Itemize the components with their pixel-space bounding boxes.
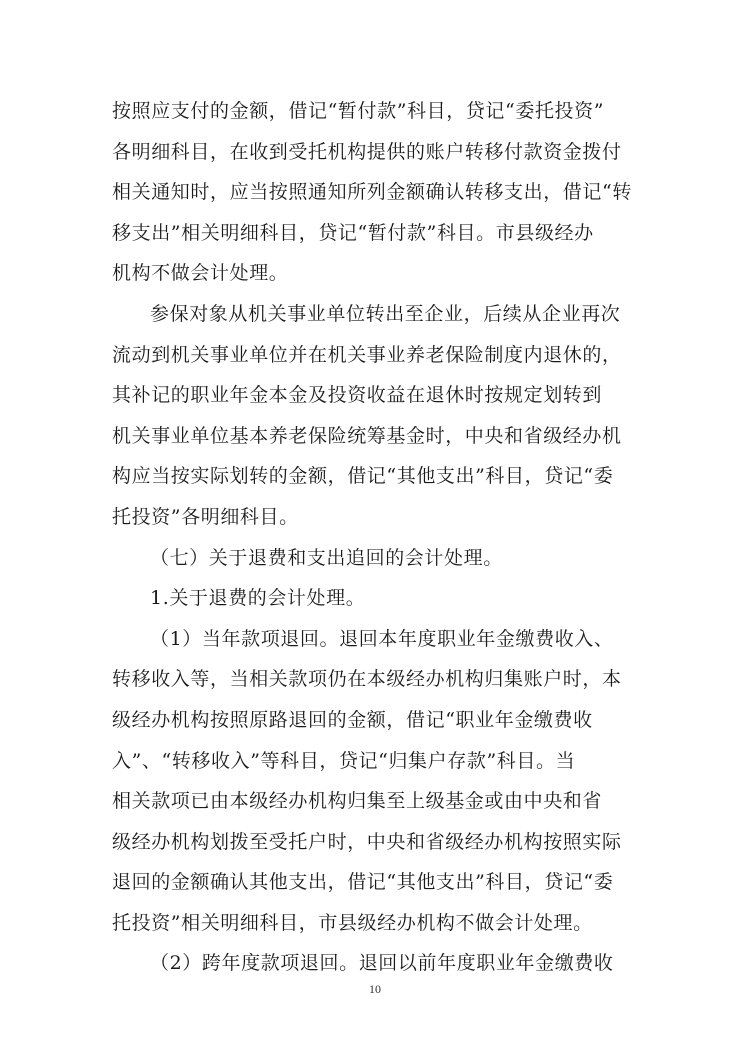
text-line: 托投资”相关明细科目，市县级经办机构不做会计处理。 bbox=[112, 911, 593, 934]
text-line: 级经办机构划拨至受托户时，中央和省级经办机构按照实际 bbox=[112, 830, 622, 853]
text-line: 退回的金额确认其他支出，借记“其他支出”科目，贷记“委 bbox=[112, 871, 614, 894]
paragraph-start-line: （1）当年款项退回。退回本年度职业年金缴费收入、 bbox=[150, 627, 614, 650]
text-line: 流动到机关事业单位并在机关事业养老保险制度内退休的， bbox=[112, 343, 622, 366]
text-line: 托投资”各明细科目。 bbox=[112, 505, 299, 528]
text-line: 各明细科目，在收到受托机构提供的账户转移付款资金拨付 bbox=[112, 140, 622, 163]
text-line: 机构不做会计处理。 bbox=[112, 262, 289, 285]
paragraph-start-line: （2）跨年度款项退回。退回以前年度职业年金缴费收 bbox=[150, 952, 614, 975]
text-line: 相关通知时，应当按照通知所列金额确认转移支出，借记“转 bbox=[112, 181, 632, 204]
text-line: 机关事业单位基本养老保险统筹基金时，中央和省级经办机 bbox=[112, 424, 622, 447]
text-line: 构应当按实际划转的金额，借记“其他支出”科目，贷记“委 bbox=[112, 465, 614, 488]
body-text bbox=[112, 91, 642, 984]
paragraph-start-line: 参保对象从机关事业单位转出至企业，后续从企业再次 bbox=[150, 302, 621, 325]
text-line: 入”、“转移收入”等科目，贷记“归集户存款”科目。当 bbox=[112, 749, 576, 772]
text-line: 转移收入等，当相关款项仍在本级经办机构归集账户时，本 bbox=[112, 668, 622, 691]
page-number: 10 bbox=[369, 982, 381, 996]
text-line: 按照应支付的金额，借记“暂付款”科目，贷记“委托投资” bbox=[112, 100, 605, 122]
subsection-heading: 1.关于退费的会计处理。 bbox=[150, 587, 366, 610]
text-line: 相关款项已由本级经办机构归集至上级基金或由中央和省 bbox=[112, 790, 603, 813]
text-line: 移支出”相关明细科目，贷记“暂付款”科目。市县级经办 bbox=[112, 221, 594, 244]
text-line: 级经办机构按照原路退回的金额，借记“职业年金缴费收 bbox=[112, 708, 593, 731]
section-heading: （七）关于退费和支出追回的会计处理。 bbox=[150, 546, 503, 569]
text-line: 其补记的职业年金本金及投资收益在退休时按规定划转到 bbox=[112, 384, 603, 407]
